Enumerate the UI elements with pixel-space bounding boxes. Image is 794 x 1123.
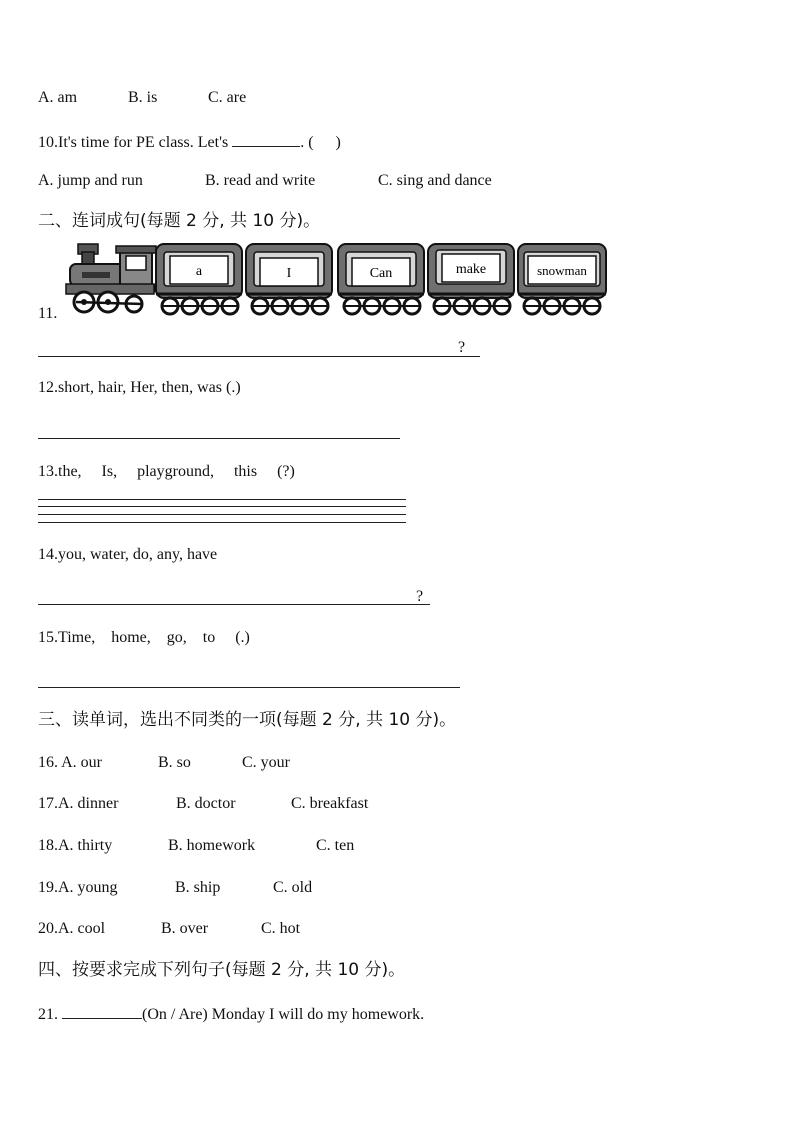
q16-option-c: C. your bbox=[242, 754, 290, 771]
q16-number: 16. bbox=[38, 754, 62, 771]
q16-row bbox=[38, 753, 102, 773]
q21-number: 21. bbox=[38, 1006, 62, 1023]
q20-option-a: A. cool bbox=[58, 920, 106, 937]
q21-text-after: (On / Are) Monday I will do my homework. bbox=[142, 1006, 425, 1023]
wagon-4 bbox=[428, 244, 514, 314]
wagon-5 bbox=[518, 244, 606, 314]
q11-end-mark: ? bbox=[458, 339, 466, 356]
q9-option-c: C. are bbox=[208, 89, 247, 106]
q13-writing-line-1[interactable] bbox=[38, 499, 406, 500]
q18-number: 18. bbox=[38, 837, 58, 854]
train-word-3: Can bbox=[369, 266, 393, 281]
q21-blank[interactable] bbox=[62, 1002, 142, 1019]
q10-option-a: A. jump and run bbox=[38, 172, 143, 189]
q17-row bbox=[38, 794, 118, 814]
q10-text-after: . ( bbox=[300, 134, 314, 151]
q20-number: 20. bbox=[38, 920, 58, 937]
q11-number: 11. bbox=[38, 305, 58, 322]
q17-option-c: C. breakfast bbox=[291, 795, 369, 812]
q21-stem bbox=[38, 1002, 424, 1025]
q13-stem: 13.the, Is, playground, this (?) bbox=[38, 463, 295, 480]
q18-option-a: A. thirty bbox=[58, 837, 113, 854]
q19-option-c: C. old bbox=[273, 879, 313, 896]
q12-answer-line[interactable] bbox=[38, 438, 400, 439]
train-word-2: I bbox=[286, 266, 292, 281]
q19-row bbox=[38, 878, 118, 898]
q17-number: 17. bbox=[38, 795, 58, 812]
section2-title: 二、连词成句(每题 2 分, 共 10 分)。 bbox=[38, 211, 321, 231]
q10-number: 10. bbox=[38, 134, 58, 151]
wagon-1 bbox=[156, 244, 242, 314]
wagon-3 bbox=[338, 244, 424, 314]
q17-option-b: B. doctor bbox=[176, 795, 236, 812]
q19-option-a: A. young bbox=[58, 879, 118, 896]
q16-option-a: A. our bbox=[61, 754, 103, 771]
q18-row bbox=[38, 836, 112, 856]
q20-option-b: B. over bbox=[161, 920, 209, 937]
q14-end-mark: ? bbox=[416, 588, 424, 605]
q16-option-b: B. so bbox=[158, 754, 191, 771]
q10-option-c: C. sing and dance bbox=[378, 172, 492, 189]
q10-blank[interactable] bbox=[232, 130, 300, 147]
q18-option-b: B. homework bbox=[168, 837, 256, 854]
q15-answer-line[interactable] bbox=[38, 687, 460, 688]
section3-title: 三、读单词，选出不同类的一项(每题 2 分, 共 10 分)。 bbox=[38, 710, 457, 730]
q19-number: 19. bbox=[38, 879, 58, 896]
q20-option-c: C. hot bbox=[261, 920, 301, 937]
q11-answer-line[interactable] bbox=[38, 356, 480, 357]
train-word-4: make bbox=[455, 262, 487, 277]
q10-close-paren: ) bbox=[335, 134, 341, 151]
q9-option-a: A. am bbox=[38, 89, 78, 106]
q12-stem: 12.short, hair, Her, then, was (.) bbox=[38, 379, 241, 396]
q18-option-c: C. ten bbox=[316, 837, 355, 854]
q10-option-b: B. read and write bbox=[205, 172, 316, 189]
q13-writing-line-3[interactable] bbox=[38, 514, 406, 515]
q14-answer-line[interactable] bbox=[38, 604, 430, 605]
q14-stem: 14.you, water, do, any, have bbox=[38, 546, 218, 563]
q15-stem: 15.Time, home, go, to (.) bbox=[38, 629, 250, 646]
q10-stem bbox=[38, 130, 341, 153]
q19-option-b: B. ship bbox=[175, 879, 221, 896]
train-word-5: snowman bbox=[537, 263, 587, 278]
q17-option-a: A. dinner bbox=[58, 795, 119, 812]
q9-option-b: B. is bbox=[128, 89, 158, 106]
wagon-2 bbox=[246, 244, 332, 314]
q10-text-before: It's time for PE class. Let's bbox=[58, 134, 229, 151]
train-illustration bbox=[62, 240, 610, 320]
section4-title: 四、按要求完成下列句子(每题 2 分, 共 10 分)。 bbox=[38, 960, 406, 980]
q13-writing-line-2[interactable] bbox=[38, 506, 406, 507]
locomotive-icon bbox=[66, 244, 160, 312]
q13-writing-line-4[interactable] bbox=[38, 522, 406, 523]
q20-row bbox=[38, 919, 105, 939]
train-word-1: a bbox=[195, 264, 203, 279]
